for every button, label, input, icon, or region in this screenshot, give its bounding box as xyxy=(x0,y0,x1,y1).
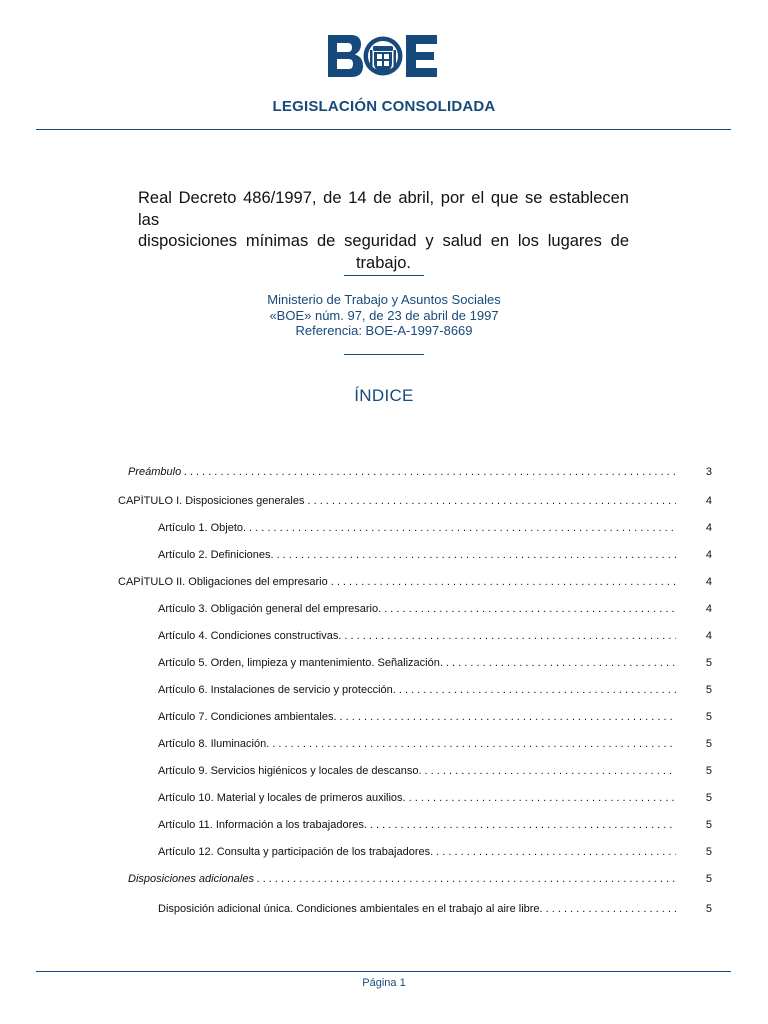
toc-entry-label: Artículo 7. Condiciones ambientales. xyxy=(158,711,337,723)
toc-entry-page: 4 xyxy=(705,630,712,642)
toc-entry-label: Artículo 2. Definiciones. xyxy=(158,549,274,561)
document-title-line: trabajo. xyxy=(355,253,412,272)
toc-entry[interactable] xyxy=(0,792,768,808)
footer-divider xyxy=(36,971,731,972)
gazette-reference: «BOE» núm. 97, de 23 de abril de 1997 xyxy=(269,307,499,323)
toc-entry-label: Artículo 10. Material y locales de primeros auxilios. xyxy=(158,792,406,804)
toc-entry[interactable] xyxy=(0,738,768,754)
toc-entry-label: CAPÍTULO II. Obligaciones del empresario xyxy=(118,576,328,588)
toc-entry[interactable] xyxy=(0,630,768,646)
toc-entry[interactable] xyxy=(0,549,768,565)
toc-entry-page: 4 xyxy=(705,495,712,507)
toc-entry[interactable] xyxy=(0,873,768,889)
toc-entry[interactable] xyxy=(0,684,768,700)
toc-entry-label: Artículo 11. Información a los trabajadores. xyxy=(158,819,367,831)
toc-entry-page: 4 xyxy=(705,576,712,588)
toc-entry-label: Disposición adicional única. Condiciones ambientales en el trabajo al aire libre. xyxy=(158,903,543,915)
boe-logo xyxy=(327,33,439,79)
toc-entry[interactable] xyxy=(0,765,768,781)
toc-entry[interactable] xyxy=(0,819,768,835)
toc-entry-page: 4 xyxy=(705,522,712,534)
toc-entry[interactable] xyxy=(0,603,768,619)
toc-entry[interactable] xyxy=(0,846,768,862)
toc-entry-label: Artículo 8. Iluminación. xyxy=(158,738,270,750)
boe-logo-graphic xyxy=(327,33,439,79)
toc-entry-page: 3 xyxy=(705,466,712,478)
toc-entry[interactable] xyxy=(0,495,768,511)
header-divider xyxy=(36,129,731,130)
toc-entry-label: Artículo 9. Servicios higiénicos y locales de descanso. xyxy=(158,765,422,777)
toc-entry-label: Artículo 6. Instalaciones de servicio y protección. xyxy=(158,684,396,696)
toc-entry[interactable] xyxy=(0,466,768,482)
toc-entry-label: Artículo 5. Orden, limpieza y mantenimiento. Señalización. xyxy=(158,657,443,669)
boe-reference: Referencia: BOE-A-1997-8669 xyxy=(295,323,473,338)
toc-entry-page: 5 xyxy=(705,738,712,750)
toc-entry-page: 5 xyxy=(705,873,712,885)
document-title-line: Real Decreto 486/1997, de 14 de abril, por el que se establecen las xyxy=(138,189,629,229)
toc-entry[interactable] xyxy=(0,903,768,919)
toc-entry[interactable] xyxy=(0,576,768,592)
toc-entry[interactable] xyxy=(0,522,768,538)
toc-entry-page: 5 xyxy=(705,711,712,723)
toc-entry[interactable] xyxy=(0,657,768,673)
series-title: LEGISLACIÓN CONSOLIDADA xyxy=(272,98,496,115)
document-title xyxy=(138,188,629,274)
title-divider xyxy=(344,275,424,276)
toc-entry-label: Preámbulo xyxy=(128,466,182,478)
page-number: Página 1 xyxy=(362,977,406,989)
toc-entry-page: 4 xyxy=(705,603,712,615)
toc-entry-label: CAPÍTULO I. Disposiciones generales xyxy=(118,495,305,507)
toc-entry-page: 5 xyxy=(705,903,712,915)
toc-entry-label: Artículo 3. Obligación general del empresario. xyxy=(158,603,382,615)
toc-entry-page: 5 xyxy=(705,846,712,858)
ministry-name: Ministerio de Trabajo y Asuntos Sociales xyxy=(267,292,501,307)
toc-entry-page: 4 xyxy=(705,549,712,561)
toc-entry-page: 5 xyxy=(705,819,712,831)
toc-entry-label: Artículo 12. Consulta y participación de los trabajadores. xyxy=(158,846,434,858)
toc-entry[interactable] xyxy=(0,711,768,727)
metadata-divider xyxy=(344,354,424,355)
toc-entry-page: 5 xyxy=(705,792,712,804)
toc-entry-label: Artículo 4. Condiciones constructivas. xyxy=(158,630,342,642)
toc-entry-page: 5 xyxy=(705,684,712,696)
index-heading: ÍNDICE xyxy=(354,386,414,405)
toc-entry-label: Artículo 1. Objeto. xyxy=(158,522,247,534)
document-title-line: disposiciones mínimas de seguridad y salud en los lugares de xyxy=(138,232,629,250)
document-metadata xyxy=(0,292,768,339)
toc-entry-label: Disposiciones adicionales xyxy=(128,873,254,885)
toc-entry-page: 5 xyxy=(705,765,712,777)
toc-entry-page: 5 xyxy=(705,657,712,669)
